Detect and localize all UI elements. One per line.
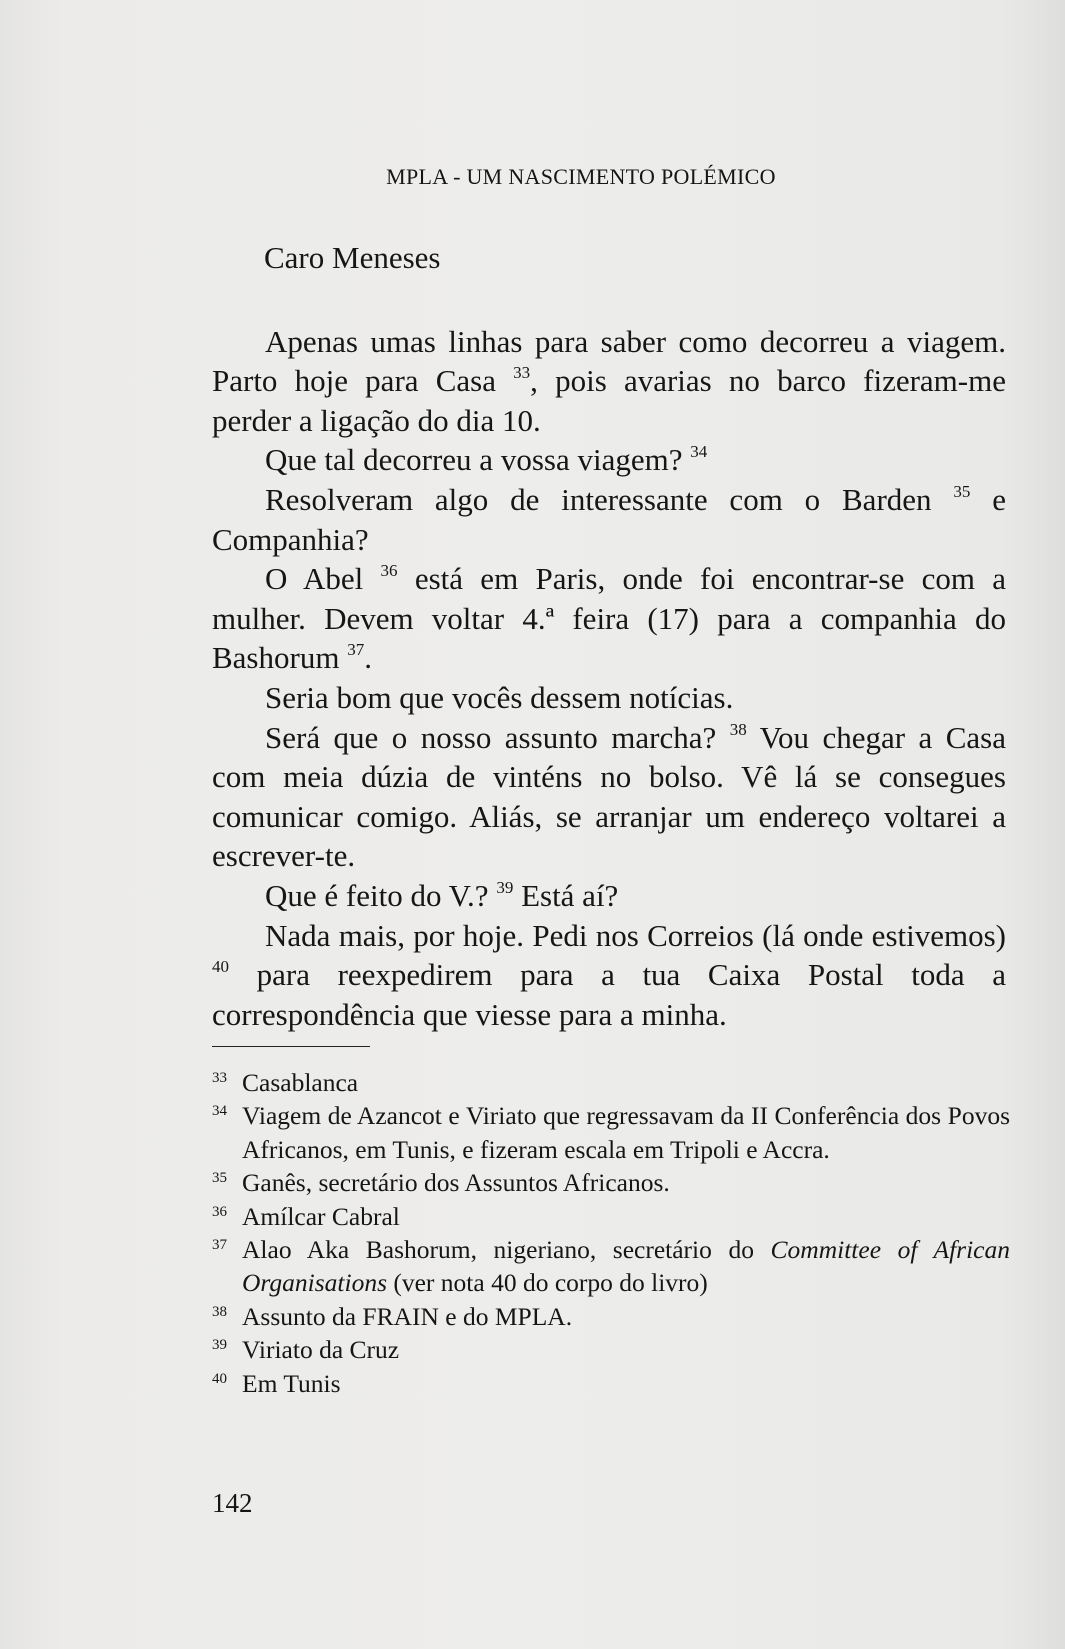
paragraph-6 — [212, 718, 1006, 876]
organisation-name-italic: Committee of African Organisations — [242, 1235, 1011, 1298]
salutation: Caro Meneses — [264, 240, 441, 275]
paragraph-5 — [212, 678, 1006, 718]
letter-body — [212, 238, 1006, 1034]
paragraph-4 — [212, 559, 1006, 678]
footnote-33 — [212, 1066, 1010, 1099]
paragraph-text: Resolveram algo de interessante com o Barden — [265, 481, 932, 517]
footnote-ref-37: 37 — [347, 640, 365, 660]
footnote-ref-38: 38 — [729, 719, 747, 739]
footnote-ref-40: 40 — [212, 957, 229, 977]
footnote-number: 36 — [212, 1203, 227, 1220]
footnote-37 — [212, 1233, 1010, 1300]
footnote-ref-34: 34 — [690, 442, 708, 462]
paragraph-text: Que tal decorreu a vossa viagem? — [265, 442, 683, 478]
footnote-divider — [212, 1046, 370, 1047]
paragraph-7 — [212, 876, 1006, 916]
footnote-number: 37 — [212, 1237, 227, 1254]
footnote-number: 35 — [212, 1170, 227, 1187]
paragraph-text: O Abel — [265, 561, 364, 597]
footnote-text: Casablanca — [242, 1068, 359, 1097]
running-title: MPLA - UM NASCIMENTO POLÉMICO — [386, 164, 776, 189]
footnote-text: Ganês, secretário dos Assuntos Africanos. — [242, 1168, 670, 1198]
footnote-ref-36: 36 — [380, 561, 398, 581]
footnote-40 — [212, 1367, 1010, 1400]
paragraph-text: , pois avarias no barco fizeram-me perder a ligação do dia 10. — [212, 363, 1006, 438]
footnote-text-part: (ver nota 40 do corpo do livro) — [393, 1268, 708, 1298]
paragraph-3 — [212, 480, 1006, 559]
footnote-number: 33 — [212, 1070, 227, 1086]
footnote-ref-33: 33 — [513, 363, 531, 383]
footnote-35 — [212, 1166, 1010, 1199]
footnote-text: Assunto da FRAIN e do MPLA. — [242, 1301, 573, 1331]
footnote-number: 39 — [212, 1337, 227, 1354]
paragraph-text: está em Paris, onde foi encontrar-se com a mulher. Devem voltar 4.ª feira (17) para a companhia do Bashorum — [212, 561, 1007, 676]
footnote-text — [242, 1233, 1010, 1300]
footnote-text: Amílcar Cabral — [242, 1201, 400, 1231]
paragraph-text: Nada mais, por hoje. Pedi nos Correios (lá onde estivemos) — [265, 917, 1006, 953]
paragraph-text: . — [364, 640, 372, 676]
footnote-36 — [212, 1200, 1010, 1233]
footnote-34 — [212, 1099, 1010, 1166]
paragraph-8 — [212, 916, 1006, 1035]
paragraph-text: e Companhia? — [212, 481, 1007, 557]
footnote-text: Viagem de Azancot e Viriato que regressavam da II Conferência dos Povos Africanos, em Tunis, e fizeram escala em Tripoli e Accra. — [242, 1101, 1010, 1164]
footnote-text: Em Tunis — [242, 1368, 341, 1398]
footnote-number: 40 — [212, 1370, 227, 1387]
paragraph-text: Que é feito do V.? — [265, 877, 489, 913]
footnotes — [212, 1066, 1010, 1400]
paragraph-1 — [212, 322, 1006, 441]
paragraph-text: para reexpedirem para a tua Caixa Postal toda a correspondência que viesse para a minha. — [212, 957, 1007, 1032]
footnote-ref-35: 35 — [953, 481, 971, 501]
footnote-ref-39: 39 — [496, 877, 514, 897]
paragraph-text: Será que o nosso assunto marcha? — [265, 719, 717, 755]
footnote-text: Viriato da Cruz — [242, 1335, 400, 1365]
footnote-38 — [212, 1300, 1010, 1333]
page-number: 142 — [212, 1488, 253, 1518]
footnote-text-part: Alao Aka Bashorum, nigeriano, secretário do — [242, 1235, 754, 1265]
paragraph-text: Vou chegar a Casa com meia dúzia de vinténs no bolso. Vê lá se consegues comunicar comigo. Aliás, se arranjar um endereço voltarei a escrever-te. — [212, 719, 1006, 874]
paragraph-text: Está aí? — [521, 877, 619, 913]
paragraph-text: Seria bom que vocês dessem notícias. — [265, 679, 734, 715]
footnote-number: 38 — [212, 1303, 227, 1320]
footnote-number: 34 — [212, 1103, 227, 1120]
paragraph-text: Apenas umas linhas para saber como decorreu a viagem. Parto hoje para Casa — [212, 323, 1006, 399]
footnote-39 — [212, 1333, 1010, 1366]
paragraph-2 — [212, 440, 1006, 480]
